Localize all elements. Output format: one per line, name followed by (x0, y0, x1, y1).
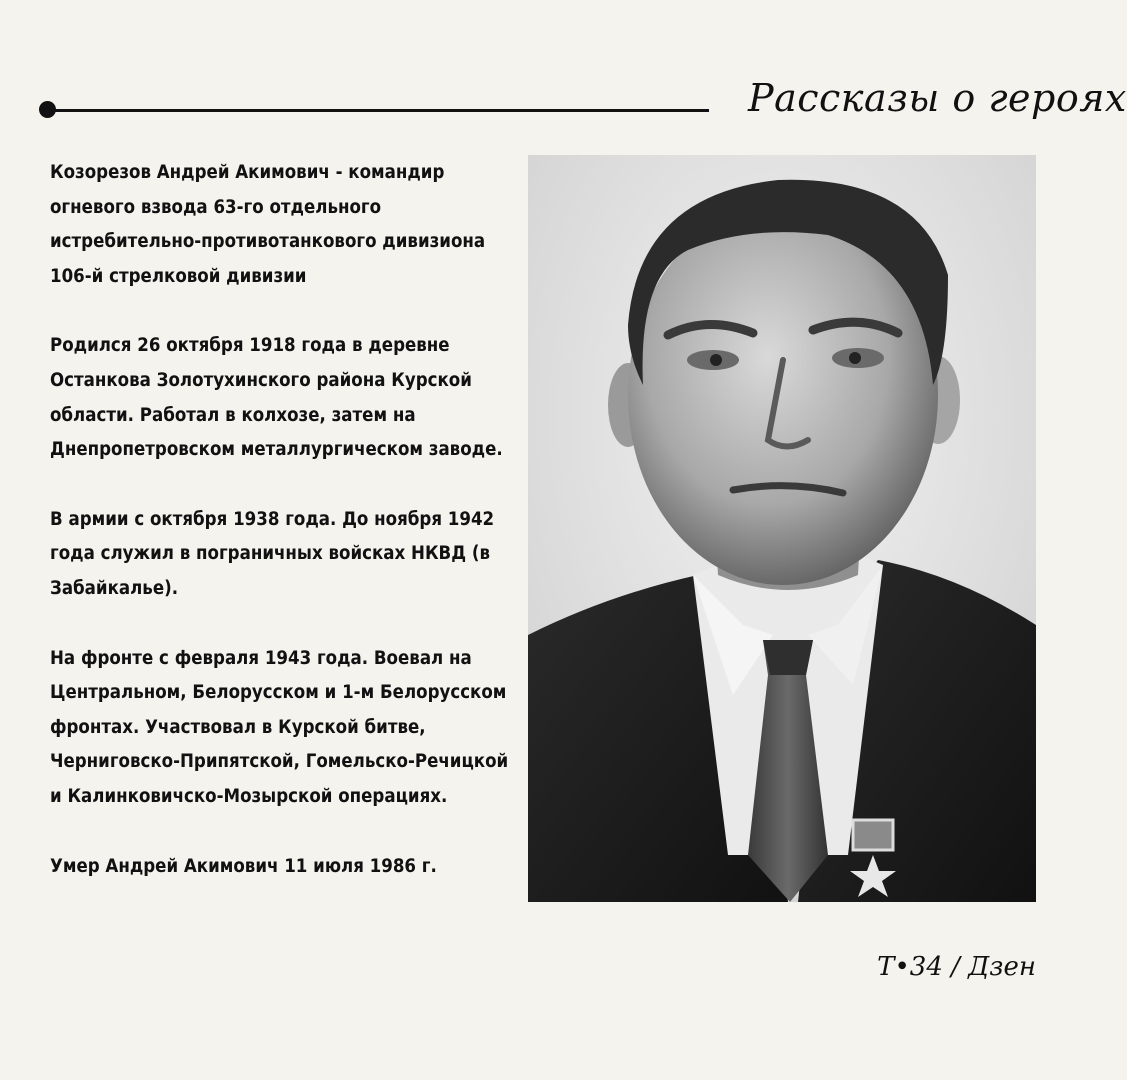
bio-paragraph-title: Козорезов Андрей Акимович - командир огневого взвода 63-го отдельного истребительно-противотанкового дивизиона 106-й стрелковой дивизии (50, 162, 486, 287)
header-rule (41, 109, 709, 112)
portrait-photo (528, 155, 1036, 902)
bio-paragraph-birth: Родился 26 октября 1918 года в деревне Останкова Золотухинского района Курской области. Работал в колхозе, затем на Днепропетровском металлургическом заводе. (50, 335, 503, 461)
bio-paragraph-death: Умер Андрей Акимович 11 июля 1986 г. (50, 855, 437, 877)
bio-paragraph-front: На фронте с февраля 1943 года. Воевал на Центральном, Белорусском и 1-м Белорусском фронтах. Участвовал в Курской битве, Черниговско-Припятской, Гомельско-Речицкой и Калинковичско-Мозырской операциях. (50, 647, 509, 807)
biography-text (50, 156, 520, 884)
bio-paragraph-army: В армии с октября 1938 года. До ноября 1942 года служил в пограничных войсках НКВД (в Забайкалье). (50, 508, 495, 599)
series-title: Рассказы о героях (748, 76, 1127, 120)
source-credit: T•34 / Дзен (877, 952, 1036, 982)
portrait-illustration (528, 155, 1036, 902)
